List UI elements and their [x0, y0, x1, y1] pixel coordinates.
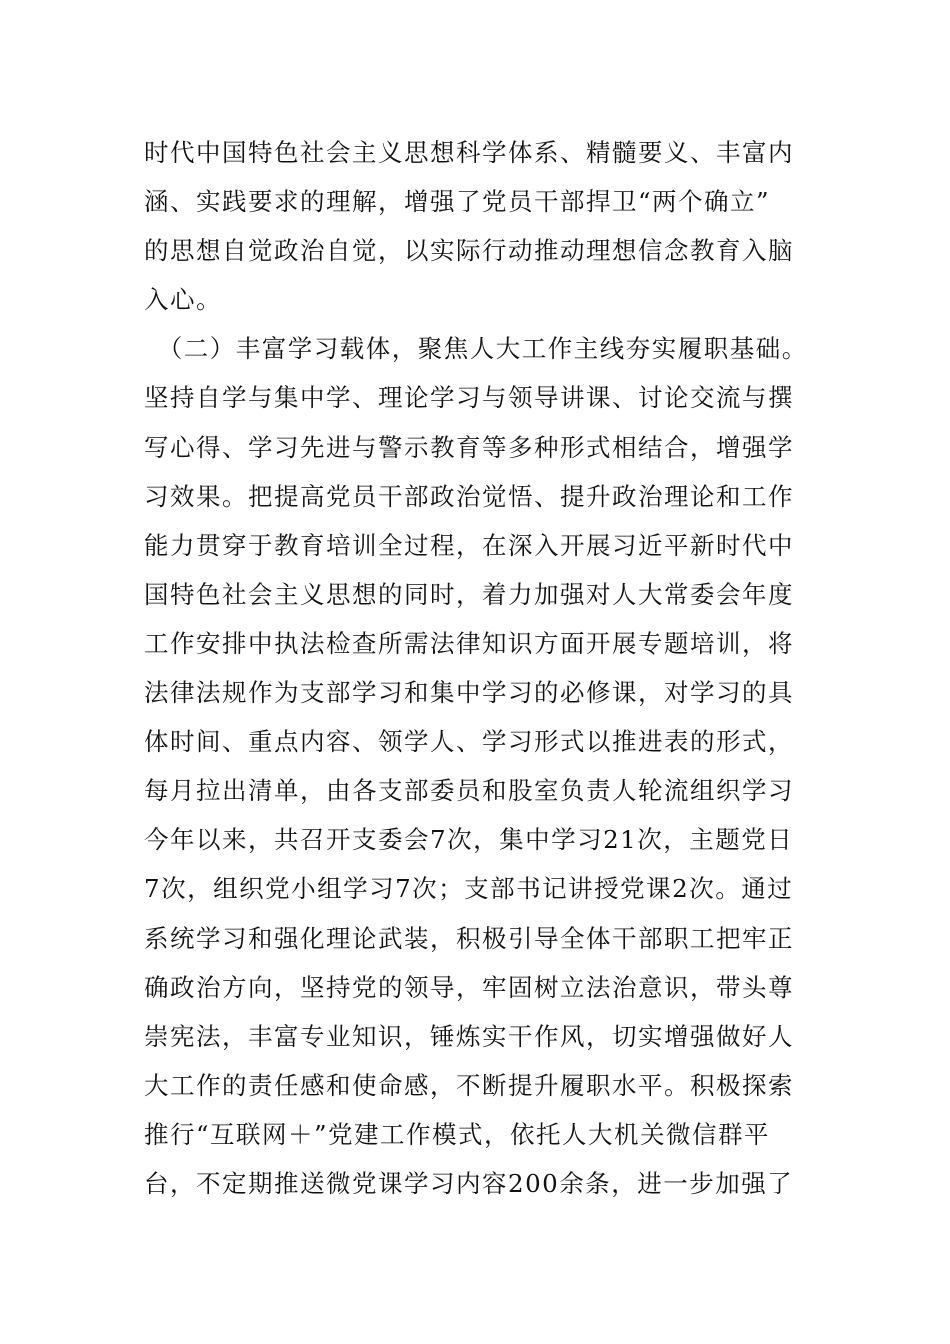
text-line: 系统学习和强化理论武装，积极引导全体干部职工把牢正 — [144, 923, 794, 953]
text-line: 涵、实践要求的理解，增强了党员干部捍卫“两个确立” — [144, 187, 771, 217]
text-line: 的思想自觉政治自觉，以实际行动推动理想信念教育入脑 — [144, 236, 794, 266]
text-line: 确政治方向，坚持党的领导，牢固树立法治意识，带头尊 — [144, 972, 794, 1002]
text-line: 坚持自学与集中学、理论学习与领导讲课、讨论交流与撰 — [144, 383, 794, 413]
text-line: 崇宪法，丰富专业知识，锤炼实干作风，切实增强做好人 — [144, 1021, 794, 1051]
text-line: 写心得、学习先进与警示教育等多种形式相结合，增强学 — [144, 432, 794, 462]
document-body — [144, 128, 824, 1208]
text-line: 台，不定期推送微党课学习内容200余条，进一步加强了 — [144, 1168, 794, 1198]
text-line: 推行“互联网＋”党建工作模式，依托人大机关微信群平 — [144, 1119, 771, 1149]
text-line: 工作安排中执法检查所需法律知识方面开展专题培训，将 — [144, 628, 794, 658]
section-heading-line: （二）丰富学习载体，聚焦人大工作主线夯实履职基础。 — [144, 334, 808, 364]
text-line: 时代中国特色社会主义思想科学体系、精髓要义、丰富内 — [144, 138, 794, 167]
text-line: 习效果。把提高党员干部政治觉悟、提升政治理论和工作 — [144, 481, 794, 511]
text-line: 今年以来，共召开支委会7次，集中学习21次，主题党日 — [144, 825, 794, 855]
text-line: 大工作的责任感和使命感，不断提升履职水平。积极探索 — [144, 1070, 794, 1100]
text-line: 每月拉出清单，由各支部委员和股室负责人轮流组织学习 — [144, 776, 794, 806]
text-line: 国特色社会主义思想的同时，着力加强对人大常委会年度 — [144, 579, 794, 609]
text-line: 入心。 — [144, 285, 222, 315]
text-line: 体时间、重点内容、领学人、学习形式以推进表的形式， — [144, 727, 794, 757]
text-line: 法律法规作为支部学习和集中学习的必修课，对学习的具 — [144, 678, 794, 708]
text-line: 能力贯穿于教育培训全过程，在深入开展习近平新时代中 — [144, 530, 794, 560]
text-line: 7次，组织党小组学习7次；支部书记讲授党课2次。通过 — [144, 874, 794, 904]
